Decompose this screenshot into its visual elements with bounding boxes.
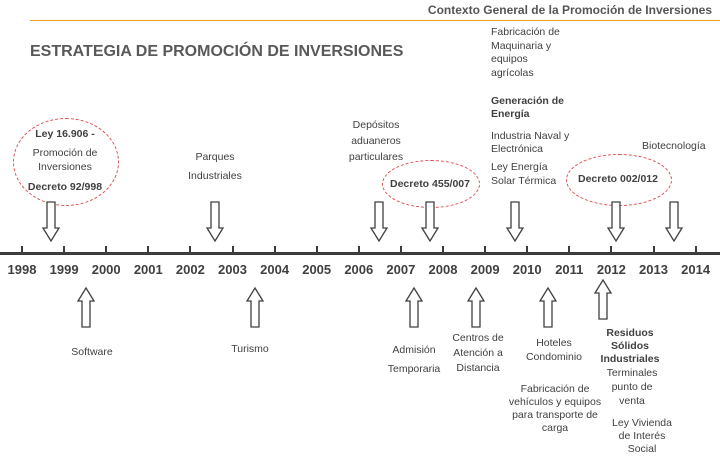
fabricacion-vehiculos-label-4: carga xyxy=(541,422,569,434)
year-tick xyxy=(610,246,612,255)
decreto-002-label: Decreto 002/012 xyxy=(578,173,658,185)
arrow-down-decreto-455-icon xyxy=(421,202,439,242)
solar-label-1: Ley Energía xyxy=(491,161,548,174)
residuos-label-3: Industriales xyxy=(600,353,660,365)
arrow-down-ley-16906-icon xyxy=(42,202,60,242)
terminales-label-1: Terminales xyxy=(606,367,658,379)
year-tick xyxy=(484,246,486,255)
parques-label-2: Industriales xyxy=(188,170,242,182)
sector-stack xyxy=(491,26,569,188)
arrow-down-biotecnologia-icon xyxy=(665,202,683,242)
arrow-down-decreto-002-icon xyxy=(607,202,625,242)
context-title: Contexto General de la Promoción de Inversiones xyxy=(427,3,712,17)
centros-label-1: Centros de xyxy=(452,332,504,344)
parques-label-1: Parques xyxy=(195,151,235,163)
decreto-455-label: Decreto 455/007 xyxy=(390,178,470,190)
generacion-label-1: Generación de xyxy=(491,94,564,107)
year-tick xyxy=(400,246,402,255)
year-label-2005: 2005 xyxy=(302,262,332,277)
year-label-1999: 1999 xyxy=(49,262,79,277)
naval-label-1: Industria Naval y xyxy=(491,129,570,142)
year-tick xyxy=(105,246,107,255)
centros-label-3: Distancia xyxy=(456,362,500,374)
year-tick xyxy=(568,246,570,255)
year-label-2013: 2013 xyxy=(639,262,668,277)
year-tick xyxy=(232,246,234,255)
generacion-label-2: Energía xyxy=(491,108,530,121)
year-label-2003: 2003 xyxy=(218,262,247,277)
year-label-2010: 2010 xyxy=(512,262,542,277)
year-tick xyxy=(442,246,444,255)
ley-16906-sublabel-2: Inversiones xyxy=(38,161,92,173)
year-tick xyxy=(147,246,149,255)
residuos-label-1: Residuos xyxy=(606,327,654,339)
naval-label-2: Electrónica xyxy=(491,143,543,156)
year-tick xyxy=(316,246,318,255)
fabricacion-vehiculos-label-1: Fabricación de xyxy=(520,383,590,395)
arrow-down-parques-icon xyxy=(206,202,224,242)
year-tick xyxy=(358,246,360,255)
arrow-up-turismo-icon xyxy=(246,288,264,328)
year-label-2011: 2011 xyxy=(555,262,584,277)
year-label-2002: 2002 xyxy=(175,262,205,277)
year-label-2006: 2006 xyxy=(344,262,374,277)
depositos-label-2: aduaneros xyxy=(351,135,401,147)
biotecnologia-label: Biotecnología xyxy=(642,140,706,152)
terminales-label-3: venta xyxy=(619,395,645,407)
admision-label-2: Temporaria xyxy=(387,363,441,375)
maquinaria-label-4: agrícolas xyxy=(491,66,534,79)
decreto-92-998-label: Decreto 92/998 xyxy=(27,181,103,193)
year-label-2012: 2012 xyxy=(596,262,626,277)
year-label-2007: 2007 xyxy=(386,262,416,277)
year-label-2004: 2004 xyxy=(260,262,290,277)
arrow-down-depositos-icon xyxy=(370,202,388,242)
year-tick xyxy=(21,246,23,255)
year-tick xyxy=(695,246,697,255)
vivienda-label-2: de Interés xyxy=(618,430,666,442)
arrow-up-software-icon xyxy=(77,288,95,328)
turismo-label: Turismo xyxy=(231,343,269,355)
fabricacion-vehiculos-label-3: para transporte de xyxy=(512,409,598,421)
year-tick xyxy=(653,246,655,255)
year-label-2008: 2008 xyxy=(428,262,458,277)
software-label: Software xyxy=(71,346,113,358)
vivienda-label-1: Ley Vivienda xyxy=(612,417,672,429)
year-tick xyxy=(274,246,276,255)
header-divider xyxy=(30,20,720,21)
year-tick xyxy=(63,246,65,255)
ley-16906-sublabel-1: Promoción de xyxy=(32,147,98,159)
depositos-label-1: Depósitos xyxy=(352,119,400,131)
ley-16906-label: Ley 16.906 - xyxy=(35,128,95,140)
residuos-label-2: Sólidos xyxy=(611,340,649,352)
fabricacion-vehiculos-label-2: vehículos y equipos xyxy=(508,396,602,408)
maquinaria-label-1: Fabricación de xyxy=(491,26,560,38)
arrow-down-solar-icon xyxy=(506,202,524,242)
solar-label-2: Solar Térmica xyxy=(491,174,557,187)
hoteles-label-2: Condominio xyxy=(525,351,583,363)
arrow-up-admision-icon xyxy=(405,288,423,328)
arrow-up-centros-icon xyxy=(467,288,485,328)
year-label-2014: 2014 xyxy=(681,262,711,277)
year-tick xyxy=(189,246,191,255)
maquinaria-label-3: equipos xyxy=(491,53,528,66)
depositos-label-3: particulares xyxy=(348,151,404,163)
arrow-up-hoteles-icon xyxy=(539,288,557,328)
year-label-2009: 2009 xyxy=(470,262,500,277)
year-tick xyxy=(526,246,528,255)
maquinaria-label-2: Maquinaria y xyxy=(491,39,552,52)
page-title: ESTRATEGIA DE PROMOCIÓN DE INVERSIONES xyxy=(30,43,404,60)
year-label-2001: 2001 xyxy=(133,262,163,277)
year-label-1998: 1998 xyxy=(7,262,37,277)
terminales-label-2: punto de xyxy=(611,381,653,393)
centros-label-2: Atención a xyxy=(453,347,503,359)
arrow-up-residuos-icon xyxy=(594,280,612,320)
admision-label-1: Admisión xyxy=(392,344,436,356)
hoteles-label-1: Hoteles xyxy=(536,337,572,349)
vivienda-label-3: Social xyxy=(627,443,657,455)
year-label-2000: 2000 xyxy=(91,262,121,277)
